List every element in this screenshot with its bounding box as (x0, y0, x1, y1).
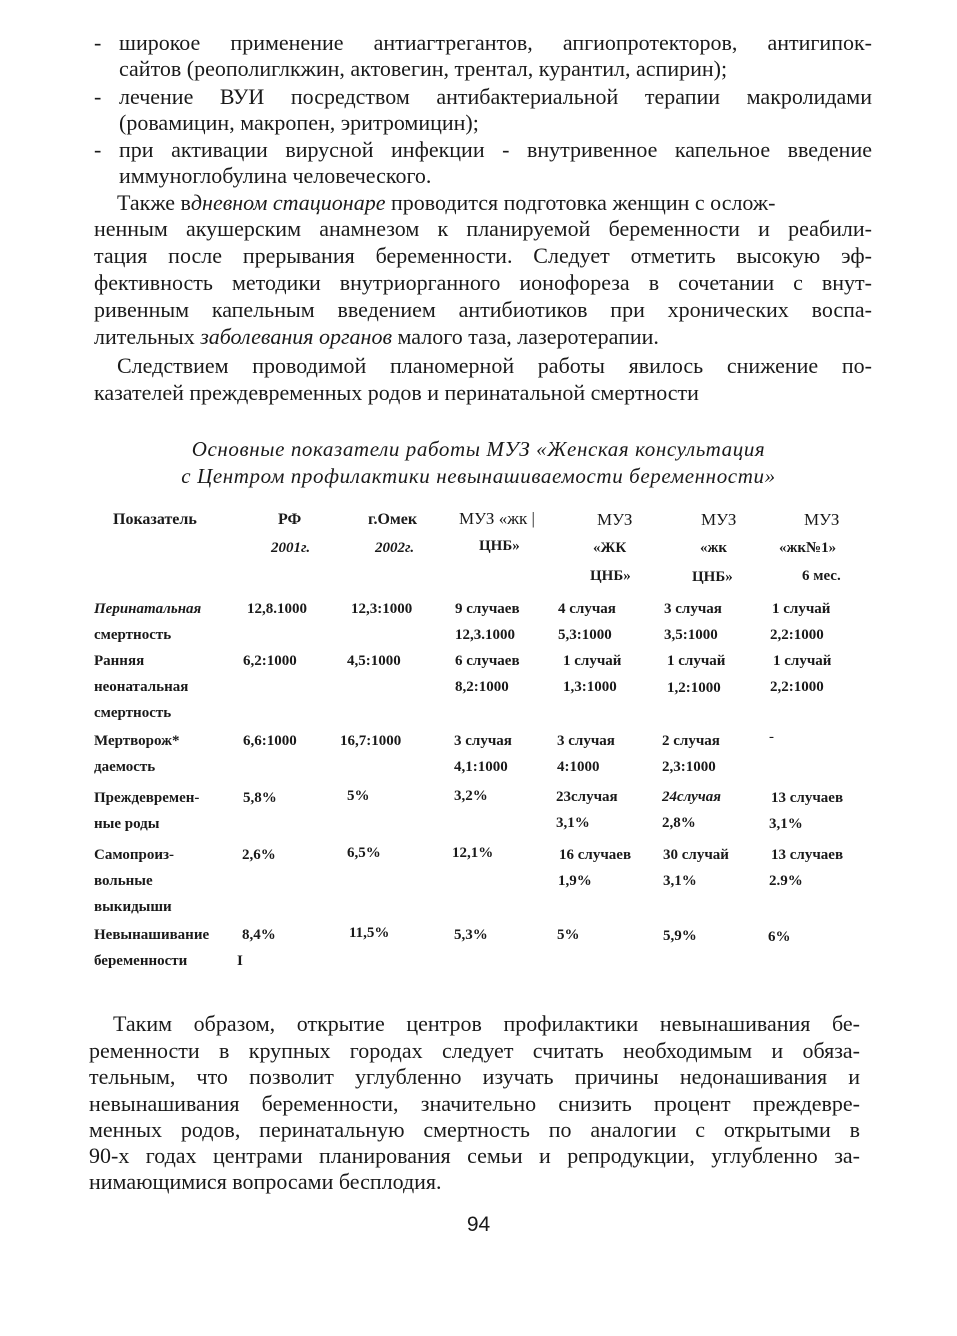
row2-c3-line-2: 8,2:1000 (455, 679, 509, 695)
row2-rf: 6,2:1000 (243, 653, 297, 669)
para1-line-6: лительных заболевания органов малого таза, лазеротерапии. (94, 324, 659, 349)
row5-c4-line-1: 16 случаев (559, 847, 632, 863)
row6-c3: 5,3% (454, 927, 488, 943)
list-item-1-line-2: сайтов (реополиглкжин, актовегин, трентал, курантил, аспирин); (119, 56, 728, 81)
row4-rf: 5,8% (243, 790, 277, 806)
row5-omsk: 6,5% (347, 845, 381, 861)
list-dash-1: - (94, 30, 102, 55)
header-muz-zhk-cnb-2: ЦНБ» (479, 538, 520, 554)
row1-label-line-2: смертность (94, 627, 172, 643)
row4-label-line-1: Преждевремен- (94, 790, 200, 806)
row6-c6: 6% (768, 929, 791, 945)
conclusion-line-1: Таким образом, открытие центров профилактики невынашивания бе- (113, 1011, 860, 1036)
row2-c6-line-1: 1 случай (773, 653, 832, 669)
list-item-3-line-1: при активации вирусной инфекции - внутривенное капельное введение (119, 137, 872, 162)
row3-c6: - (769, 729, 774, 745)
page-number: 94 (466, 1213, 491, 1236)
row1-label-line-1: Перинатальная (94, 601, 202, 617)
row3-c5-line-2: 2,3:1000 (662, 759, 716, 775)
row3-label-line-1: Мертворож* (94, 733, 180, 749)
row4-c6-line-2: 3,1% (769, 816, 803, 832)
header-muz-3-line-2: «жк (700, 540, 728, 556)
row3-c5-line-1: 2 случая (662, 733, 720, 749)
row1-c3-line-2: 12,3.1000 (455, 627, 515, 643)
row4-c4-line-2: 3,1% (556, 815, 590, 831)
list-item-2-line-2: (ровамицин, макропен, эритромицин); (119, 110, 479, 135)
row2-label-line-3: смертность (94, 705, 172, 721)
row1-omsk: 12,3:1000 (351, 601, 413, 617)
list-item-3-line-2: иммуноглобулина человеческого. (119, 163, 432, 188)
row5-label-line-2: вольные (94, 873, 153, 889)
row5-label-line-3: выкидыши (94, 899, 172, 915)
row3-c3-line-2: 4,1:1000 (454, 759, 508, 775)
conclusion-line-4: невынашивания беременности, значительно снизить процент преждевре- (89, 1091, 860, 1116)
row2-c5-line-2: 1,2:1000 (667, 680, 721, 696)
row5-c3: 12,1% (452, 845, 494, 861)
row3-c3-line-1: 3 случая (454, 733, 512, 749)
row5-c6-line-2: 2.9% (769, 873, 803, 889)
header-omsk-year: 2002г. (375, 540, 415, 556)
row6-label-line-2: беременности (94, 953, 188, 969)
header-muz-2-line-2: «ЖК (593, 540, 627, 556)
row3-c4-line-1: 3 случая (557, 733, 615, 749)
header-muz-4-line-3: 6 мес. (802, 568, 841, 584)
header-muz-4: МУЗ (804, 510, 840, 529)
row3-omsk: 16,7:1000 (340, 733, 402, 749)
header-muz-3-line-3: ЦНБ» (692, 569, 733, 585)
header-muz-zhk-cnb: МУЗ «жк | (459, 509, 535, 528)
para2-line-1: Следствием проводимой планомерной работы явилось снижение по- (117, 353, 872, 378)
row4-c3: 3,2% (454, 788, 488, 804)
para1-line-3: тация после прерывания беременности. Следует отметить высокую эф- (94, 243, 872, 268)
row1-c5-line-2: 3,5:1000 (664, 627, 718, 643)
header-rf: РФ (278, 511, 302, 528)
row5-c5-line-2: 3,1% (663, 873, 697, 889)
para1-line-5: ривенным капельным введением антибиотиков при хронических воспа- (94, 297, 872, 322)
row6-rf: 8,4% (242, 927, 276, 943)
row2-c5-line-1: 1 случай (667, 653, 726, 669)
list-item-1-line-1: широкое применение антиагтрегантов, апгиопротекторов, антигипок- (119, 30, 872, 55)
row5-c6-line-1: 13 случаев (771, 847, 844, 863)
row4-c5-line-2: 2,8% (662, 815, 696, 831)
conclusion-line-2: ременности в крупных городах следует считать необходимым и обяза- (89, 1038, 860, 1063)
header-muz-4-line-2: «жк№1» (779, 540, 837, 556)
table-caption-line-2: с Центром профилактики невынашиваемости беременности» (181, 464, 776, 488)
para1-line-2: ненным акушерским анамнезом к планируемой беременности и реабили- (94, 216, 872, 241)
header-indicator: Показатель (113, 511, 197, 528)
row1-c3-line-1: 9 случаев (455, 601, 520, 617)
row2-c3-line-1: 6 случаев (455, 653, 520, 669)
row6-omsk: 11,5% (349, 925, 390, 941)
row1-c5-line-1: 3 случая (664, 601, 722, 617)
conclusion-line-7: нимающимися вопросами бесплодия. (89, 1169, 442, 1194)
list-dash-2: - (94, 84, 102, 109)
row1-c6-line-2: 2,2:1000 (770, 627, 824, 643)
row4-label-line-2: ные роды (94, 816, 160, 832)
row1-c4-line-2: 5,3:1000 (558, 627, 612, 643)
row4-c4-line-1: 23случая (556, 789, 618, 805)
row6-label-line-1: Невынашивание (94, 927, 210, 943)
row3-rf: 6,6:1000 (243, 733, 297, 749)
para1-line-4: фективность методики внутриорганного ионофореза в сочетании с внут- (94, 270, 872, 295)
row1-c4-line-1: 4 случая (558, 601, 616, 617)
row2-c6-line-2: 2,2:1000 (770, 679, 824, 695)
row1-rf: 12,8.1000 (247, 601, 307, 617)
conclusion-line-3: тельным, что позволит углубленно изучать причины недонашивания и (89, 1064, 860, 1089)
conclusion-line-6: 90-х годах центрами планирования семьи и репродукции, углубленно за- (89, 1143, 860, 1168)
row6-c4: 5% (557, 927, 580, 943)
header-muz-2: МУЗ (597, 510, 633, 529)
list-item-2-line-1: лечение ВУИ посредством антибактериальной терапии макролидами (119, 84, 872, 109)
para2-line-2: казателей преждевременных родов и перинатальной смертности (94, 380, 699, 405)
row2-label-line-1: Ранняя (94, 653, 145, 669)
row5-c5-line-1: 30 случай (663, 847, 729, 863)
list-dash-3: - (94, 137, 102, 162)
row2-label-line-2: неонатальная (94, 679, 189, 695)
header-muz-3: МУЗ (701, 510, 737, 529)
row2-omsk: 4,5:1000 (347, 653, 401, 669)
header-rf-year: 2001г. (271, 540, 311, 556)
row3-c4-line-2: 4:1000 (557, 759, 600, 775)
row5-label-line-1: Самопроиз- (94, 847, 175, 863)
row1-c6-line-1: 1 случай (772, 601, 831, 617)
row2-c4-line-1: 1 случай (563, 653, 622, 669)
conclusion-line-5: менных родов, перинатальную смертность по аналогии с открытыми в (89, 1117, 860, 1142)
row6-rf-mark: I (237, 953, 243, 969)
row6-c5: 5,9% (663, 928, 697, 944)
table-caption-line-1: Основные показатели работы МУЗ «Женская консультация (191, 437, 766, 461)
header-muz-2-line-3: ЦНБ» (590, 568, 631, 584)
row3-label-line-2: даемость (94, 759, 156, 775)
row4-c6-line-1: 13 случаев (771, 790, 844, 806)
row5-rf: 2,6% (242, 847, 276, 863)
row5-c4-line-2: 1,9% (558, 873, 592, 889)
row4-omsk: 5% (347, 788, 370, 804)
header-omsk: г.Омек (368, 511, 418, 528)
row4-c5-line-1: 24случая (662, 789, 721, 805)
row2-c4-line-2: 1,3:1000 (563, 679, 617, 695)
para1-line-1: Также в дневном стационаре проводится подготовка женщин с ослож- (117, 190, 776, 215)
